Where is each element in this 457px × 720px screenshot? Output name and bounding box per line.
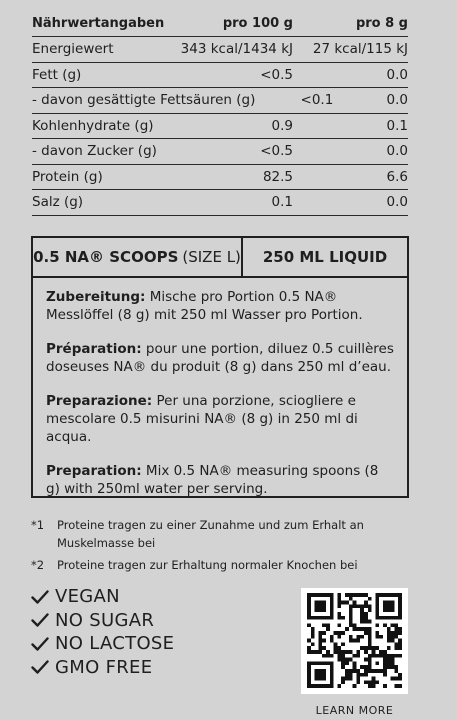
nutrient-label: - davon gesättigte Fettsäuren (g) (32, 92, 256, 109)
qr-code[interactable] (301, 588, 408, 694)
nutrient-value-8g: 6.6 (386, 168, 408, 185)
product-claims (31, 585, 174, 679)
instruction-it (46, 392, 395, 446)
checkmark-icon (31, 612, 49, 628)
footnote (31, 516, 431, 552)
scoop-amount: 0.5 NA® SCOOPS (33, 248, 179, 266)
preparation-header (33, 238, 407, 278)
nutrition-header-per-100g: pro 100 g (222, 15, 293, 31)
nutrient-label: Energiewert (32, 41, 114, 58)
claim-item (31, 632, 174, 656)
footnote-mark: *1 (31, 518, 45, 532)
nutrition-header-row (32, 10, 408, 37)
claim-item (31, 609, 174, 633)
nutrient-value-100g: <0.1 (300, 92, 334, 109)
footnote-mark: *2 (31, 558, 45, 572)
nutrition-table (32, 10, 408, 216)
nutrient-label: Fett (g) (32, 66, 82, 83)
claim-label: NO LACTOSE (55, 633, 175, 655)
nutrient-value-100g: 343 kcal/1434 kJ (180, 41, 293, 58)
nutrition-header-label: Nährwertangaben (32, 15, 165, 31)
learn-more-label: LEARN MORE (315, 704, 394, 717)
footnotes (31, 516, 431, 574)
preparation-instructions (33, 278, 407, 498)
nutrition-row (32, 114, 408, 140)
nutrient-value-8g: 0.0 (386, 194, 408, 211)
instruction-text: pour une portion, diluez 0.5 cuillères doseuses NA® du produit (8 g) dans 250 ml d’eau. (46, 341, 394, 375)
preparation-box (31, 236, 409, 498)
instruction-text: Per una porzione, sciogliere e mescolare 0.5 misurini NA® (8 g) in 250 ml di acqua. (46, 393, 358, 445)
instruction-title: Préparation: (46, 341, 142, 357)
liquid-amount: 250 ML LIQUID (262, 248, 388, 266)
nutrient-value-100g: 0.9 (271, 117, 293, 134)
instruction-title: Preparazione: (46, 393, 153, 409)
nutrient-label: Salz (g) (32, 194, 84, 211)
scoop-size: (SIZE L) (182, 248, 241, 266)
footnote-text: Proteine tragen zu einer Zunahme und zum Erhalt an Muskelmasse bei (57, 518, 364, 550)
scoop-amount-cell (33, 238, 243, 276)
nutrient-label: Protein (g) (32, 168, 103, 185)
nutrient-value-8g: 0.0 (386, 143, 408, 160)
nutrition-row (32, 63, 408, 89)
nutrient-value-100g: 82.5 (262, 168, 293, 185)
instruction-title: Zubereitung: (46, 289, 146, 305)
nutrient-value-8g: 0.1 (386, 117, 408, 134)
nutrition-header-per-8g: pro 8 g (355, 15, 408, 31)
claim-label: NO SUGAR (55, 609, 155, 631)
checkmark-icon (31, 636, 49, 652)
nutrition-row (32, 88, 408, 114)
claim-label: VEGAN (55, 586, 120, 608)
checkmark-icon (31, 659, 49, 675)
nutrient-value-8g: 0.0 (386, 66, 408, 83)
claim-item (31, 585, 174, 609)
nutrition-row (32, 165, 408, 191)
instruction-title: Preparation: (46, 463, 142, 479)
nutrient-label: - davon Zucker (g) (32, 143, 157, 160)
nutrient-value-8g: 0.0 (386, 92, 408, 109)
footnote (31, 556, 431, 574)
nutrition-row (32, 190, 408, 216)
nutrient-value-100g: <0.5 (260, 143, 293, 160)
nutrient-value-100g: 0.1 (271, 194, 293, 211)
instruction-text: Mische pro Portion 0.5 NA® Messlöffel (8 g) mit 250 ml Wasser pro Portion. (46, 289, 363, 323)
qr-code-icon (307, 593, 402, 688)
checkmark-icon (31, 589, 49, 605)
instruction-text: Mix 0.5 NA® measuring spoons (8 g) with 250ml water per serving. (46, 463, 379, 497)
instruction-de (46, 288, 395, 324)
nutrient-value-100g: <0.5 (260, 66, 293, 83)
nutrient-label: Kohlenhydrate (g) (32, 117, 154, 134)
instruction-fr (46, 340, 395, 376)
nutrition-row (32, 139, 408, 165)
instruction-en (46, 462, 395, 498)
nutrition-row (32, 37, 408, 63)
claim-item (31, 656, 174, 680)
claim-label: GMO FREE (55, 656, 153, 678)
nutrient-value-8g: 27 kcal/115 kJ (312, 41, 408, 58)
footnote-text: Proteine tragen zur Erhaltung normaler Knochen bei (57, 558, 358, 572)
